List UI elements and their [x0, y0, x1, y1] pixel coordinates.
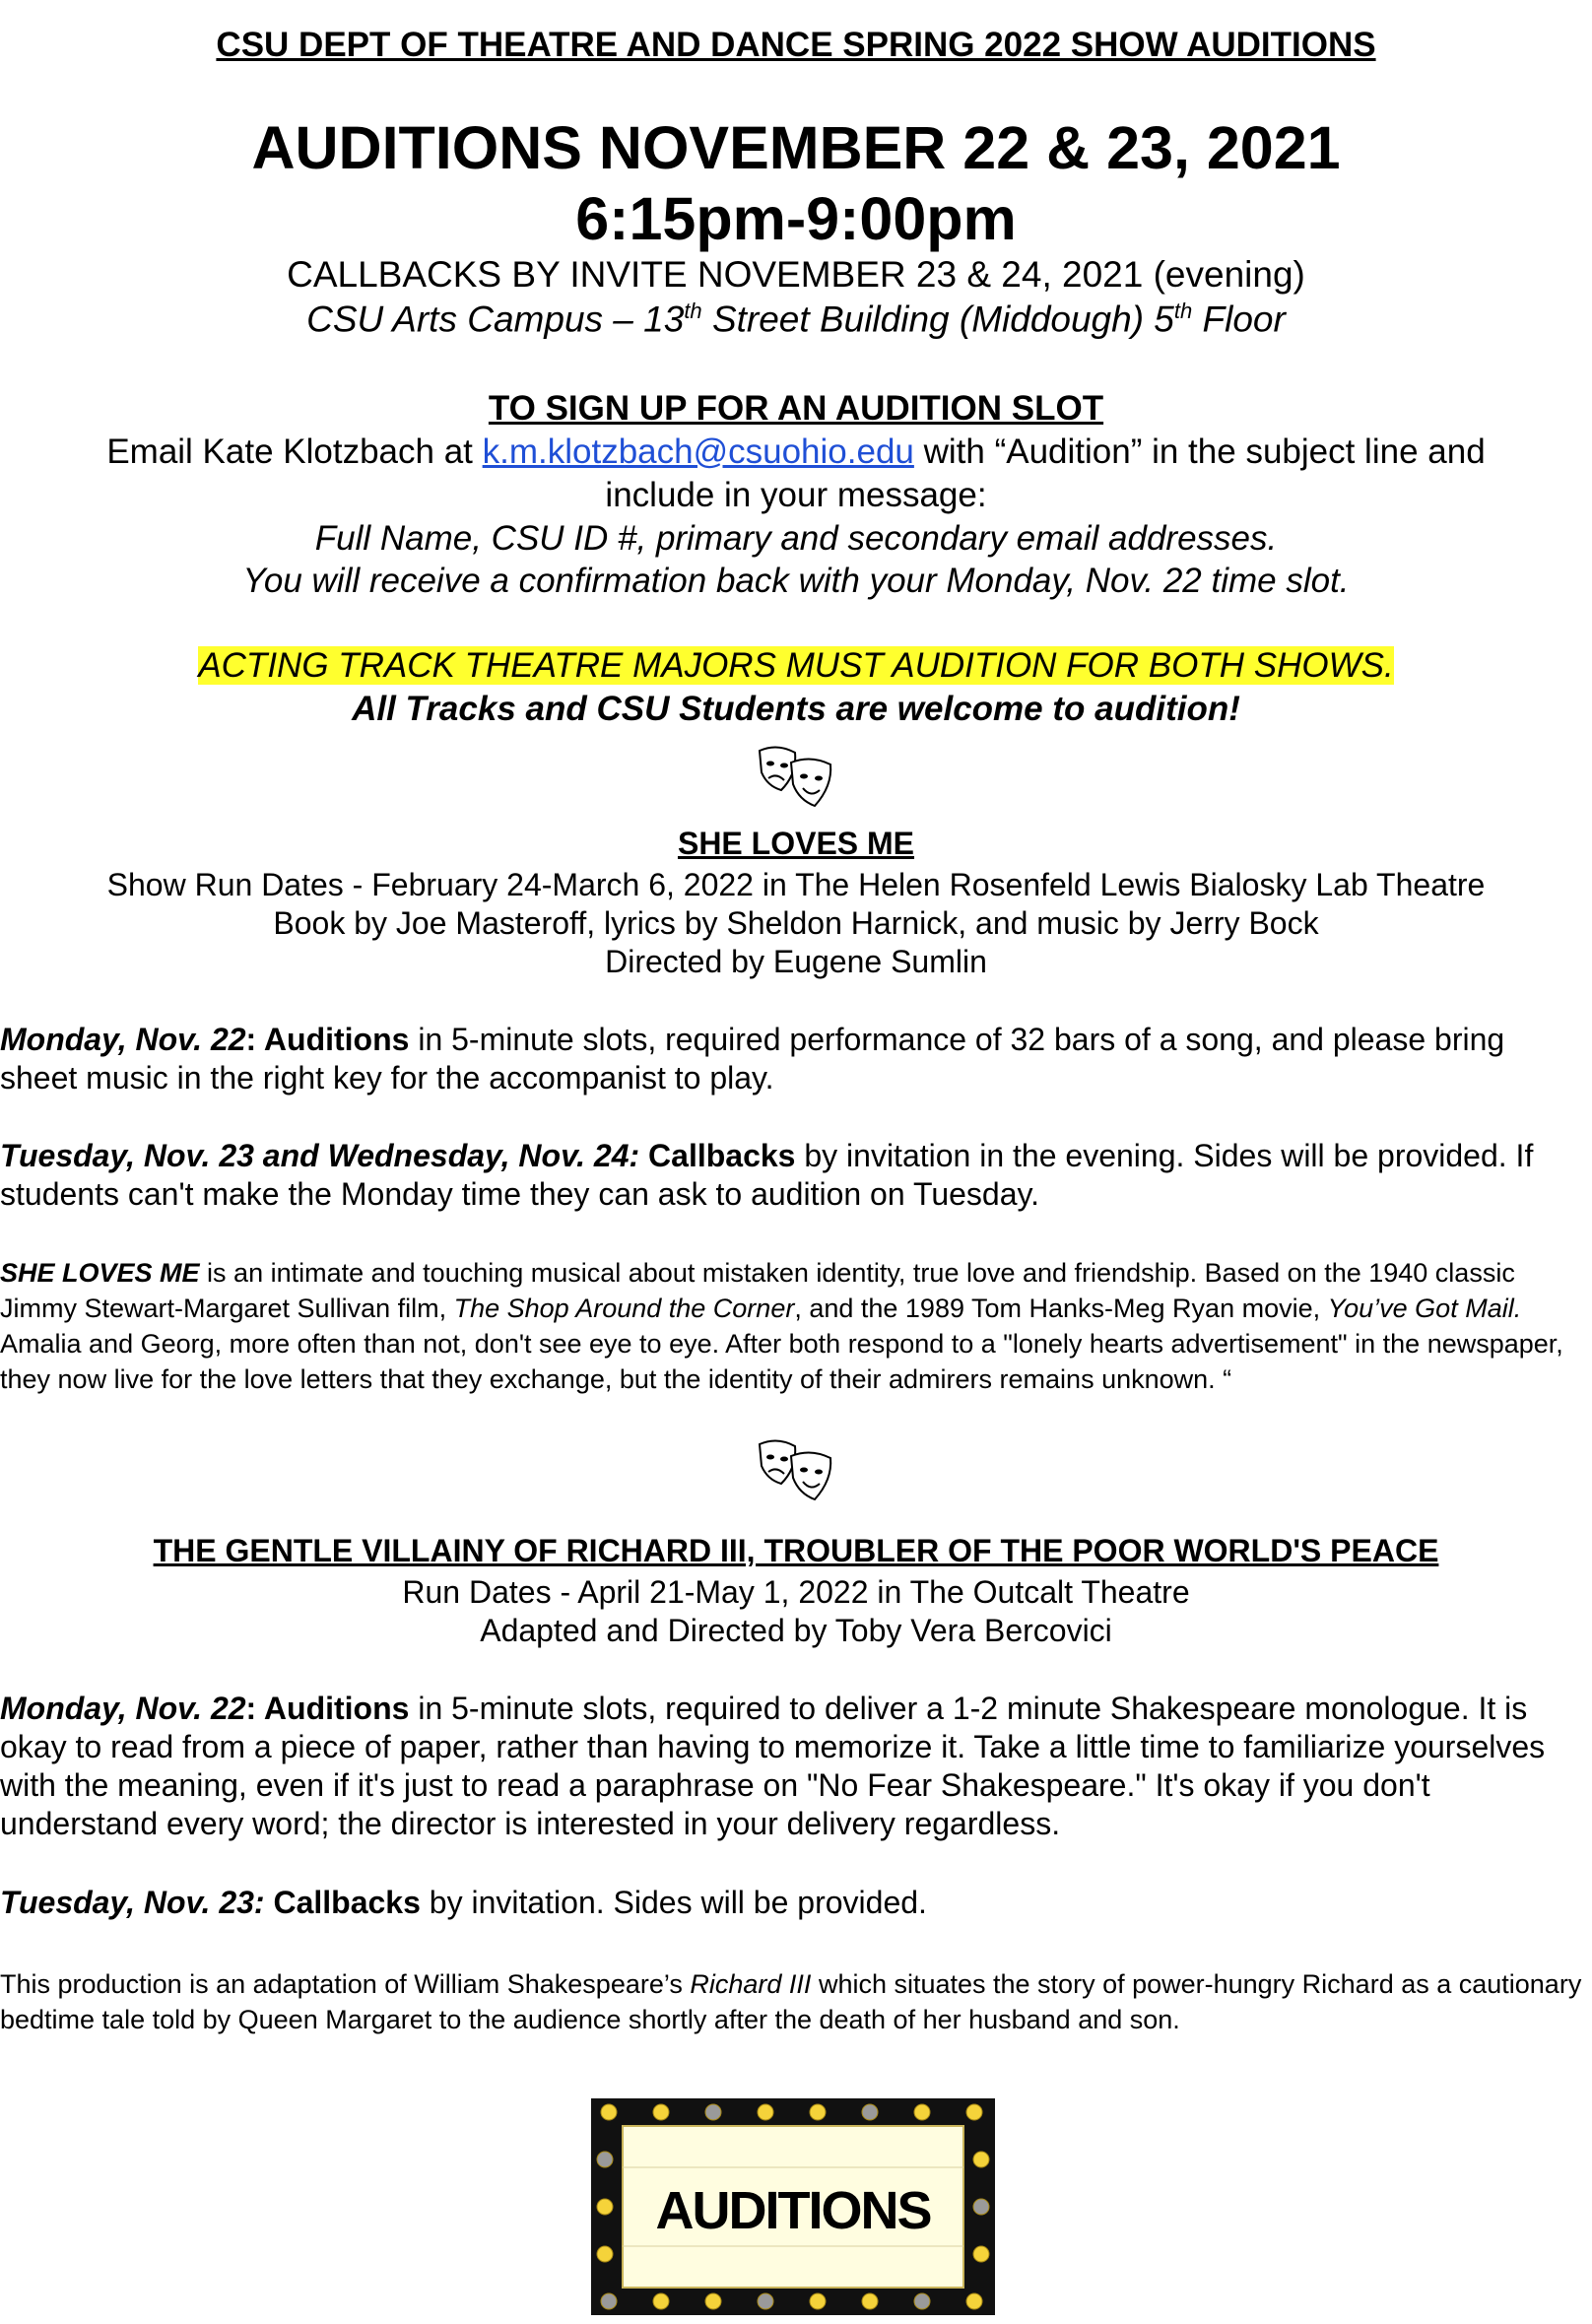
marquee-bulb — [653, 2104, 669, 2120]
show1-monday-paragraph: Monday, Nov. 22: Auditions in 5-minute slots, required performance of 32 bars of a song, and please bring sheet music in the right key for the accompanist to play. — [0, 1022, 1505, 1096]
marquee-bulb — [653, 2293, 669, 2309]
marquee-bulb — [758, 2104, 773, 2120]
signup-required-info: Full Name, CSU ID #, primary and secondary email addresses. — [314, 519, 1278, 558]
show1-title: SHE LOVES ME — [677, 826, 915, 861]
location-line: CSU Arts Campus – 13th Street Building (Middough) 5th Floor — [306, 299, 1286, 340]
theatre-masks-icon — [752, 745, 840, 814]
auditions-time: 6:15pm-9:00pm — [575, 185, 1017, 252]
marquee-bulb — [966, 2293, 982, 2309]
email-link[interactable]: k.m.klotzbach@csuohio.edu — [482, 432, 914, 471]
marquee-bulb — [810, 2293, 826, 2309]
show2-director: Adapted and Directed by Toby Vera Bercovici — [480, 1613, 1112, 1648]
show1-credits: Book by Joe Masteroff, lyrics by Sheldon Harnick, and music by Jerry Bock — [273, 905, 1319, 941]
callbacks-line: CALLBACKS BY INVITE NOVEMBER 23 & 24, 2021 (evening) — [287, 254, 1305, 295]
marquee-bulb — [597, 2246, 613, 2262]
marquee-bulb — [601, 2293, 617, 2309]
marquee-label: AUDITIONS — [655, 2181, 931, 2240]
marquee-bulb — [966, 2104, 982, 2120]
signup-instruction: include in your message: — [605, 476, 987, 514]
acting-track-notice: ACTING TRACK THEATRE MAJORS MUST AUDITION FOR BOTH SHOWS. — [198, 646, 1394, 685]
marquee-bulb — [914, 2104, 930, 2120]
marquee-bulb — [914, 2293, 930, 2309]
show2-tuesday-paragraph: Tuesday, Nov. 23: Callbacks by invitation. Sides will be provided. — [0, 1885, 927, 1920]
marquee-bulb — [973, 2152, 989, 2167]
marquee-bulb — [705, 2293, 721, 2309]
marquee-sign — [591, 2098, 995, 2315]
marquee-bulb — [810, 2104, 826, 2120]
marquee-bulb — [597, 2199, 613, 2215]
show1-director: Directed by Eugene Sumlin — [605, 944, 987, 979]
signup-email-line: Email Kate Klotzbach at k.m.klotzbach@csuohio.edu with “Audition” in the subject line and — [106, 432, 1486, 471]
marquee-bulb — [597, 2152, 613, 2167]
signup-confirmation: You will receive a confirmation back with your Monday, Nov. 22 time slot. — [242, 562, 1350, 600]
marquee-bulb — [705, 2104, 721, 2120]
marquee-bulb — [601, 2104, 617, 2120]
department-heading: CSU DEPT OF THEATRE AND DANCE SPRING 2022 SHOW AUDITIONS — [216, 26, 1376, 64]
show1-tuesday-paragraph: Tuesday, Nov. 23 and Wednesday, Nov. 24: Callbacks by invitation in the evening. Sides will be provided. If students can't make the Monday time they can ask to audition on Tuesday. — [0, 1138, 1534, 1212]
auditions-dates: AUDITIONS NOVEMBER 22 & 23, 2021 — [251, 114, 1341, 181]
show1-description: SHE LOVES ME is an intimate and touching musical about mistaken identity, true love and friendship. Based on the 1940 classic Jimmy Stewart-Margaret Sullivan film, The Shop Around the Corner, and the 1989 Tom Hanks-Meg Ryan movie, You’ve Got Mail. Amalia and Georg, more often than not, don't see eye to eye. After both respond to a "lonely hearts advertisement" in the newspaper, they now live for the love letters that they exchange, but the identity of their admirers remains unknown. “ — [0, 1258, 1563, 1394]
show2-run-dates: Run Dates - April 21-May 1, 2022 in The Outcalt Theatre — [402, 1574, 1190, 1610]
theatre-masks-icon — [752, 1438, 840, 1507]
show2-title: THE GENTLE VILLAINY OF RICHARD III, TROUBLER OF THE POOR WORLD'S PEACE — [153, 1533, 1439, 1568]
show1-run-dates: Show Run Dates - February 24-March 6, 2022 in The Helen Rosenfeld Lewis Bialosky Lab Theatre — [106, 867, 1486, 902]
signup-heading: TO SIGN UP FOR AN AUDITION SLOT — [488, 389, 1104, 428]
marquee-bulb — [862, 2104, 878, 2120]
marquee-bulb — [862, 2293, 878, 2309]
show2-monday-paragraph: Monday, Nov. 22: Auditions in 5-minute slots, required to deliver a 1-2 minute Shakespeare monologue. It is okay to read from a piece of paper, rather than having to memorize it. Take a little time to familiarize yourselves with the meaning, even if it's just to read a paraphrase on "No Fear Shakespeare." It's okay if you don't understand every word; the director is interested in your delivery regardless. — [0, 1691, 1546, 1841]
marquee-bulb — [758, 2293, 773, 2309]
marquee-bulb — [973, 2199, 989, 2215]
welcome-notice: All Tracks and CSU Students are welcome to audition! — [352, 690, 1240, 728]
show2-description: This production is an adaptation of William Shakespeare’s Richard III which situates the story of power-hungry Richard as a cautionary bedtime tale told by Queen Margaret to the audience shortly after the death of her husband and son. — [0, 1969, 1582, 2034]
marquee-bulb — [973, 2246, 989, 2262]
